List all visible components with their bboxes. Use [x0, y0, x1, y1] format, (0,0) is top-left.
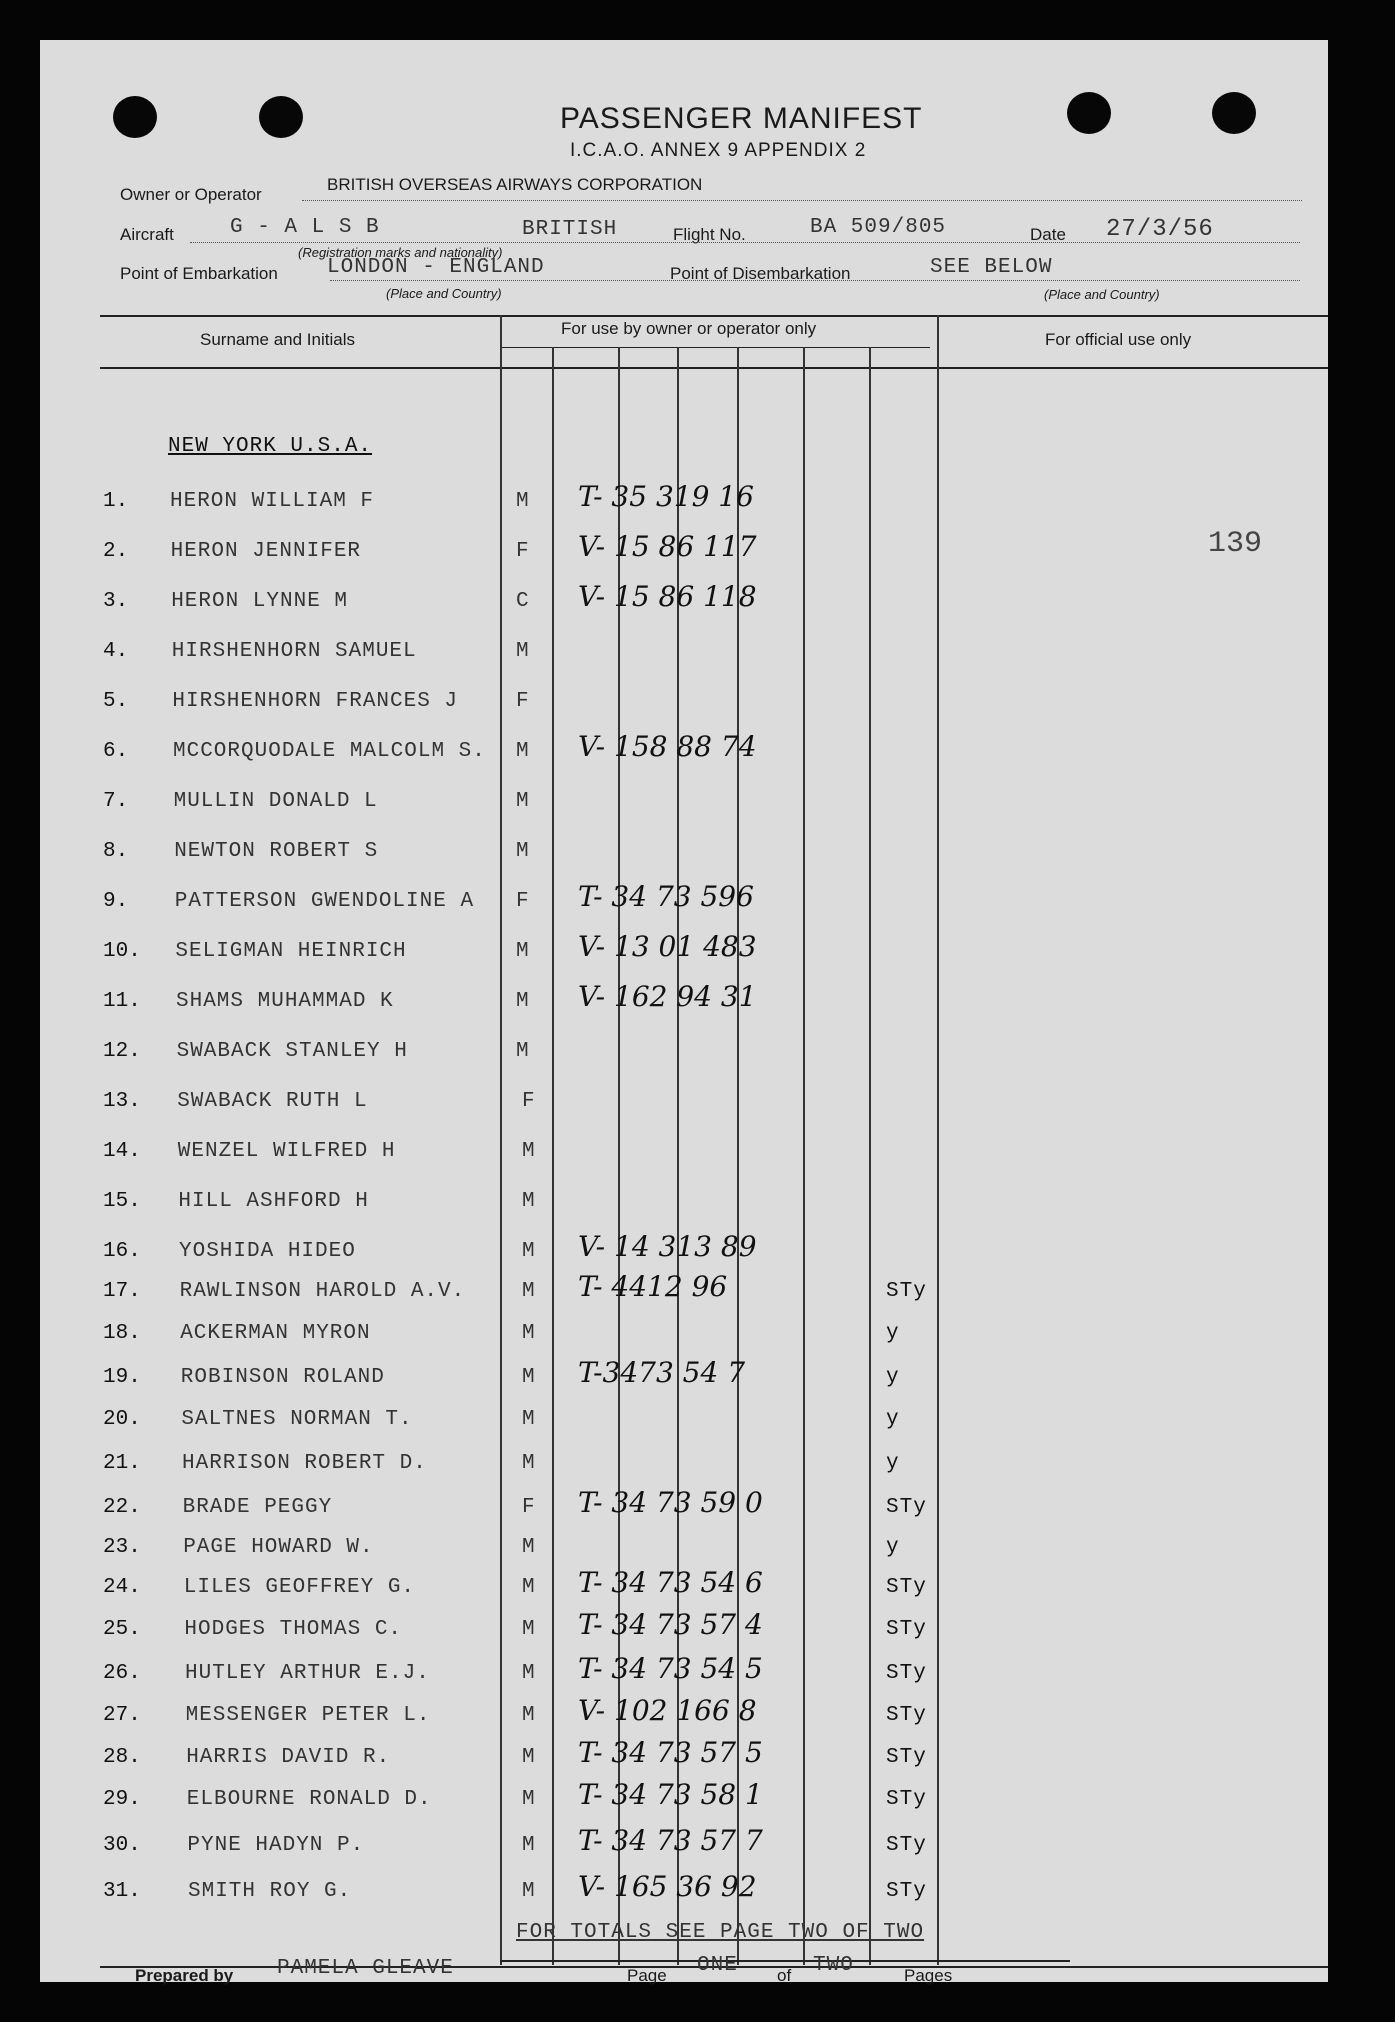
- prepared-value: PAMELA GLEAVE: [277, 1957, 454, 1980]
- row-number: 20.: [103, 1408, 141, 1431]
- header-bottom-rule: [100, 367, 1328, 369]
- passenger-sex: M: [522, 1280, 536, 1303]
- passenger-name: SMITH ROY G.: [188, 1880, 352, 1903]
- owner-label: Owner or Operator: [120, 185, 262, 204]
- passenger-sex: M: [522, 1140, 536, 1163]
- passenger-sex: M: [522, 1834, 536, 1857]
- destination-heading: NEW YORK U.S.A.: [168, 435, 373, 458]
- passenger-name: ROBINSON ROLAND: [180, 1366, 385, 1389]
- passenger-name: ACKERMAN MYRON: [180, 1322, 371, 1345]
- passenger-sex: M: [522, 1880, 536, 1903]
- operator-subrule: [500, 347, 930, 348]
- row-number: 15.: [103, 1190, 141, 1213]
- row-number: 18.: [103, 1322, 141, 1345]
- passenger-name: HERON JENNIFER: [170, 540, 362, 563]
- passenger-name: HERON LYNNE M: [171, 590, 349, 613]
- official-code: y: [886, 1452, 900, 1475]
- official-code: STy: [886, 1618, 927, 1641]
- manifest-sheet: [40, 40, 1328, 1982]
- registration-note: (Registration marks and nationality): [298, 245, 503, 260]
- ticket-number: V- 15 86 117: [578, 530, 757, 563]
- ticket-number: T- 34 73 58 1: [578, 1778, 763, 1811]
- column-rule: [552, 347, 554, 1965]
- punch-hole: [1067, 92, 1111, 134]
- row-number: 2.: [103, 540, 129, 563]
- official-code: STy: [886, 1746, 927, 1769]
- punch-hole: [1212, 92, 1256, 134]
- row-number: 27.: [103, 1704, 141, 1727]
- disembark-value: SEE BELOW: [930, 256, 1053, 279]
- passenger-name: HODGES THOMAS C.: [184, 1618, 403, 1641]
- passenger-sex: M: [516, 1040, 530, 1063]
- official-code: y: [886, 1322, 900, 1345]
- date-value: 27/3/56: [1106, 216, 1214, 243]
- row-number: 5.: [103, 690, 129, 713]
- row-number: 9.: [103, 890, 129, 913]
- of-label: of: [777, 1966, 792, 1985]
- passenger-name: HERON WILLIAM F: [170, 490, 375, 513]
- row-number: 7.: [103, 790, 129, 813]
- passenger-name: PAGE HOWARD W.: [183, 1536, 374, 1559]
- column-rule: [869, 347, 871, 1965]
- prepared-label: Prepared by: [135, 1966, 234, 1985]
- passenger-sex: M: [516, 990, 530, 1013]
- passenger-name: SHAMS MUHAMMAD K: [176, 990, 394, 1013]
- embark-value: LONDON - ENGLAND: [327, 256, 545, 279]
- passenger-name: HILL ASHFORD H: [178, 1190, 369, 1213]
- passenger-sex: M: [522, 1662, 536, 1685]
- passenger-name: HUTLEY ARTHUR E.J.: [185, 1662, 430, 1685]
- ticket-number: V- 162 94 31: [578, 980, 757, 1013]
- passenger-name: HIRSHENHORN SAMUEL: [171, 640, 417, 663]
- of-value: TWO: [813, 1954, 854, 1977]
- ticket-number: V- 158 88 74: [578, 730, 757, 763]
- totals-note: FOR TOTALS SEE PAGE TWO OF TWO: [516, 1921, 925, 1944]
- table-top-rule: [100, 315, 1328, 317]
- row-number: 17.: [103, 1280, 141, 1303]
- official-code: STy: [886, 1834, 927, 1857]
- aircraft-dotline: [190, 242, 1300, 243]
- official-code: STy: [886, 1704, 927, 1727]
- row-number: 14.: [103, 1140, 141, 1163]
- ticket-number: V- 14 313 89: [578, 1230, 757, 1263]
- passenger-sex: M: [516, 740, 530, 763]
- surname-column-header: Surname and Initials: [200, 330, 355, 349]
- owner-dotline: [302, 200, 1302, 201]
- passenger-name: SELIGMAN HEINRICH: [175, 940, 407, 963]
- column-rule: [500, 315, 502, 1965]
- passenger-sex: F: [516, 890, 530, 913]
- row-number: 16.: [103, 1240, 141, 1263]
- passenger-name: NEWTON ROBERT S: [174, 840, 379, 863]
- passenger-name: PATTERSON GWENDOLINE A: [174, 890, 475, 913]
- embark-dotline: [330, 280, 1300, 281]
- passenger-name: MCCORQUODALE MALCOLM S.: [173, 740, 486, 763]
- official-code: STy: [886, 1880, 927, 1903]
- passenger-sex: M: [516, 490, 530, 513]
- passenger-sex: F: [516, 690, 530, 713]
- passenger-sex: M: [522, 1366, 536, 1389]
- official-number: 139: [1208, 527, 1263, 561]
- passenger-sex: F: [516, 540, 530, 563]
- passenger-name: HIRSHENHORN FRANCES J: [172, 690, 459, 713]
- row-number: 26.: [103, 1662, 141, 1685]
- ticket-number: T- 34 73 54 5: [578, 1652, 763, 1685]
- passenger-sex: M: [522, 1746, 536, 1769]
- passenger-sex: M: [522, 1190, 536, 1213]
- row-number: 12.: [103, 1040, 141, 1063]
- official-code: y: [886, 1366, 900, 1389]
- aircraft-value: G - A L S B: [230, 216, 380, 239]
- ticket-number: T- 34 73 54 6: [578, 1566, 763, 1599]
- row-number: 31.: [103, 1880, 141, 1903]
- official-code: STy: [886, 1496, 927, 1519]
- passenger-name: LILES GEOFFREY G.: [183, 1576, 416, 1599]
- official-column-header: For official use only: [1045, 330, 1192, 349]
- passenger-name: YOSHIDA HIDEO: [179, 1240, 356, 1263]
- passenger-name: SWABACK STANLEY H: [176, 1040, 408, 1063]
- passenger-sex: M: [522, 1704, 536, 1727]
- column-rule: [937, 315, 939, 1965]
- passenger-sex: M: [522, 1408, 536, 1431]
- passenger-name: PYNE HADYN P.: [187, 1834, 365, 1857]
- passenger-sex: M: [522, 1322, 536, 1345]
- passenger-name: RAWLINSON HAROLD A.V.: [179, 1280, 466, 1303]
- official-code: y: [886, 1408, 900, 1431]
- flight-value: BA 509/805: [810, 216, 947, 239]
- embark-note: (Place and Country): [386, 286, 502, 301]
- row-number: 10.: [103, 940, 141, 963]
- ticket-number: T- 4412 96: [578, 1270, 728, 1303]
- passenger-name: SALTNES NORMAN T.: [181, 1408, 413, 1431]
- ticket-number: T-3473 54 7: [578, 1356, 746, 1389]
- passenger-name: ELBOURNE RONALD D.: [186, 1788, 432, 1811]
- row-number: 29.: [103, 1788, 141, 1811]
- row-number: 21.: [103, 1452, 141, 1475]
- ticket-number: T- 34 73 596: [578, 880, 754, 913]
- column-rule: [803, 347, 805, 1965]
- disembark-label: Point of Disembarkation: [670, 264, 851, 283]
- row-number: 6.: [103, 740, 129, 763]
- passenger-sex: M: [522, 1240, 536, 1263]
- passenger-name: MULLIN DONALD L: [173, 790, 378, 813]
- row-number: 22.: [103, 1496, 141, 1519]
- passenger-sex: C: [516, 590, 530, 613]
- ticket-number: T- 35 319 16: [578, 480, 754, 513]
- passenger-name: HARRISON ROBERT D.: [182, 1452, 427, 1475]
- passenger-name: SWABACK RUTH L: [177, 1090, 368, 1113]
- aircraft-label: Aircraft: [120, 225, 174, 244]
- pages-label: Pages: [904, 1966, 953, 1985]
- ticket-number: T- 34 73 57 4: [578, 1608, 763, 1641]
- ticket-number: T- 34 73 57 5: [578, 1736, 763, 1769]
- row-number: 11.: [103, 990, 141, 1013]
- ticket-number: V- 102 166 8: [578, 1694, 757, 1727]
- ticket-number: V- 165 36 92: [578, 1870, 757, 1903]
- disembark-note: (Place and Country): [1044, 287, 1160, 302]
- passenger-sex: M: [522, 1536, 536, 1559]
- row-number: 13.: [103, 1090, 141, 1113]
- flight-label: Flight No.: [673, 225, 746, 244]
- ticket-number: V- 15 86 118: [578, 580, 757, 613]
- page-title: PASSENGER MANIFEST: [560, 102, 923, 135]
- passenger-sex: M: [522, 1452, 536, 1475]
- ticket-number: T- 34 73 59 0: [578, 1486, 763, 1519]
- passenger-sex: M: [522, 1788, 536, 1811]
- official-code: STy: [886, 1788, 927, 1811]
- page-value: ONE: [697, 1954, 738, 1977]
- ticket-number: V- 13 01 483: [578, 930, 757, 963]
- totals-rule: [500, 1960, 1070, 1962]
- ticket-number: T- 34 73 57 7: [578, 1824, 763, 1857]
- passenger-sex: M: [516, 790, 530, 813]
- passenger-name: BRADE PEGGY: [182, 1496, 333, 1519]
- row-number: 28.: [103, 1746, 141, 1769]
- official-code: y: [886, 1536, 900, 1559]
- punch-hole: [259, 96, 303, 138]
- row-number: 1.: [103, 490, 129, 513]
- embark-label: Point of Embarkation: [120, 264, 278, 283]
- page-subtitle: I.C.A.O. ANNEX 9 APPENDIX 2: [570, 140, 867, 161]
- operator-column-header: For use by owner or operator only: [561, 319, 817, 338]
- row-number: 24.: [103, 1576, 141, 1599]
- passenger-sex: F: [522, 1090, 536, 1113]
- passenger-sex: M: [516, 840, 530, 863]
- passenger-name: HARRIS DAVID R.: [186, 1746, 391, 1769]
- row-number: 23.: [103, 1536, 141, 1559]
- row-number: 19.: [103, 1366, 141, 1389]
- nationality-value: BRITISH: [522, 218, 618, 241]
- passenger-name: MESSENGER PETER L.: [185, 1704, 431, 1727]
- row-number: 4.: [103, 640, 129, 663]
- row-number: 3.: [103, 590, 129, 613]
- passenger-sex: M: [516, 940, 530, 963]
- row-number: 8.: [103, 840, 129, 863]
- official-code: STy: [886, 1576, 927, 1599]
- row-number: 30.: [103, 1834, 141, 1857]
- owner-value: BRITISH OVERSEAS AIRWAYS CORPORATION: [327, 175, 703, 194]
- passenger-name: WENZEL WILFRED H: [177, 1140, 396, 1163]
- passenger-sex: M: [522, 1618, 536, 1641]
- passenger-sex: M: [522, 1576, 536, 1599]
- official-code: STy: [886, 1280, 927, 1303]
- row-number: 25.: [103, 1618, 141, 1641]
- date-label: Date: [1030, 225, 1066, 244]
- official-code: STy: [886, 1662, 927, 1685]
- passenger-sex: M: [516, 640, 530, 663]
- punch-hole: [113, 96, 157, 138]
- passenger-sex: F: [522, 1496, 536, 1519]
- page-label: Page: [627, 1966, 667, 1985]
